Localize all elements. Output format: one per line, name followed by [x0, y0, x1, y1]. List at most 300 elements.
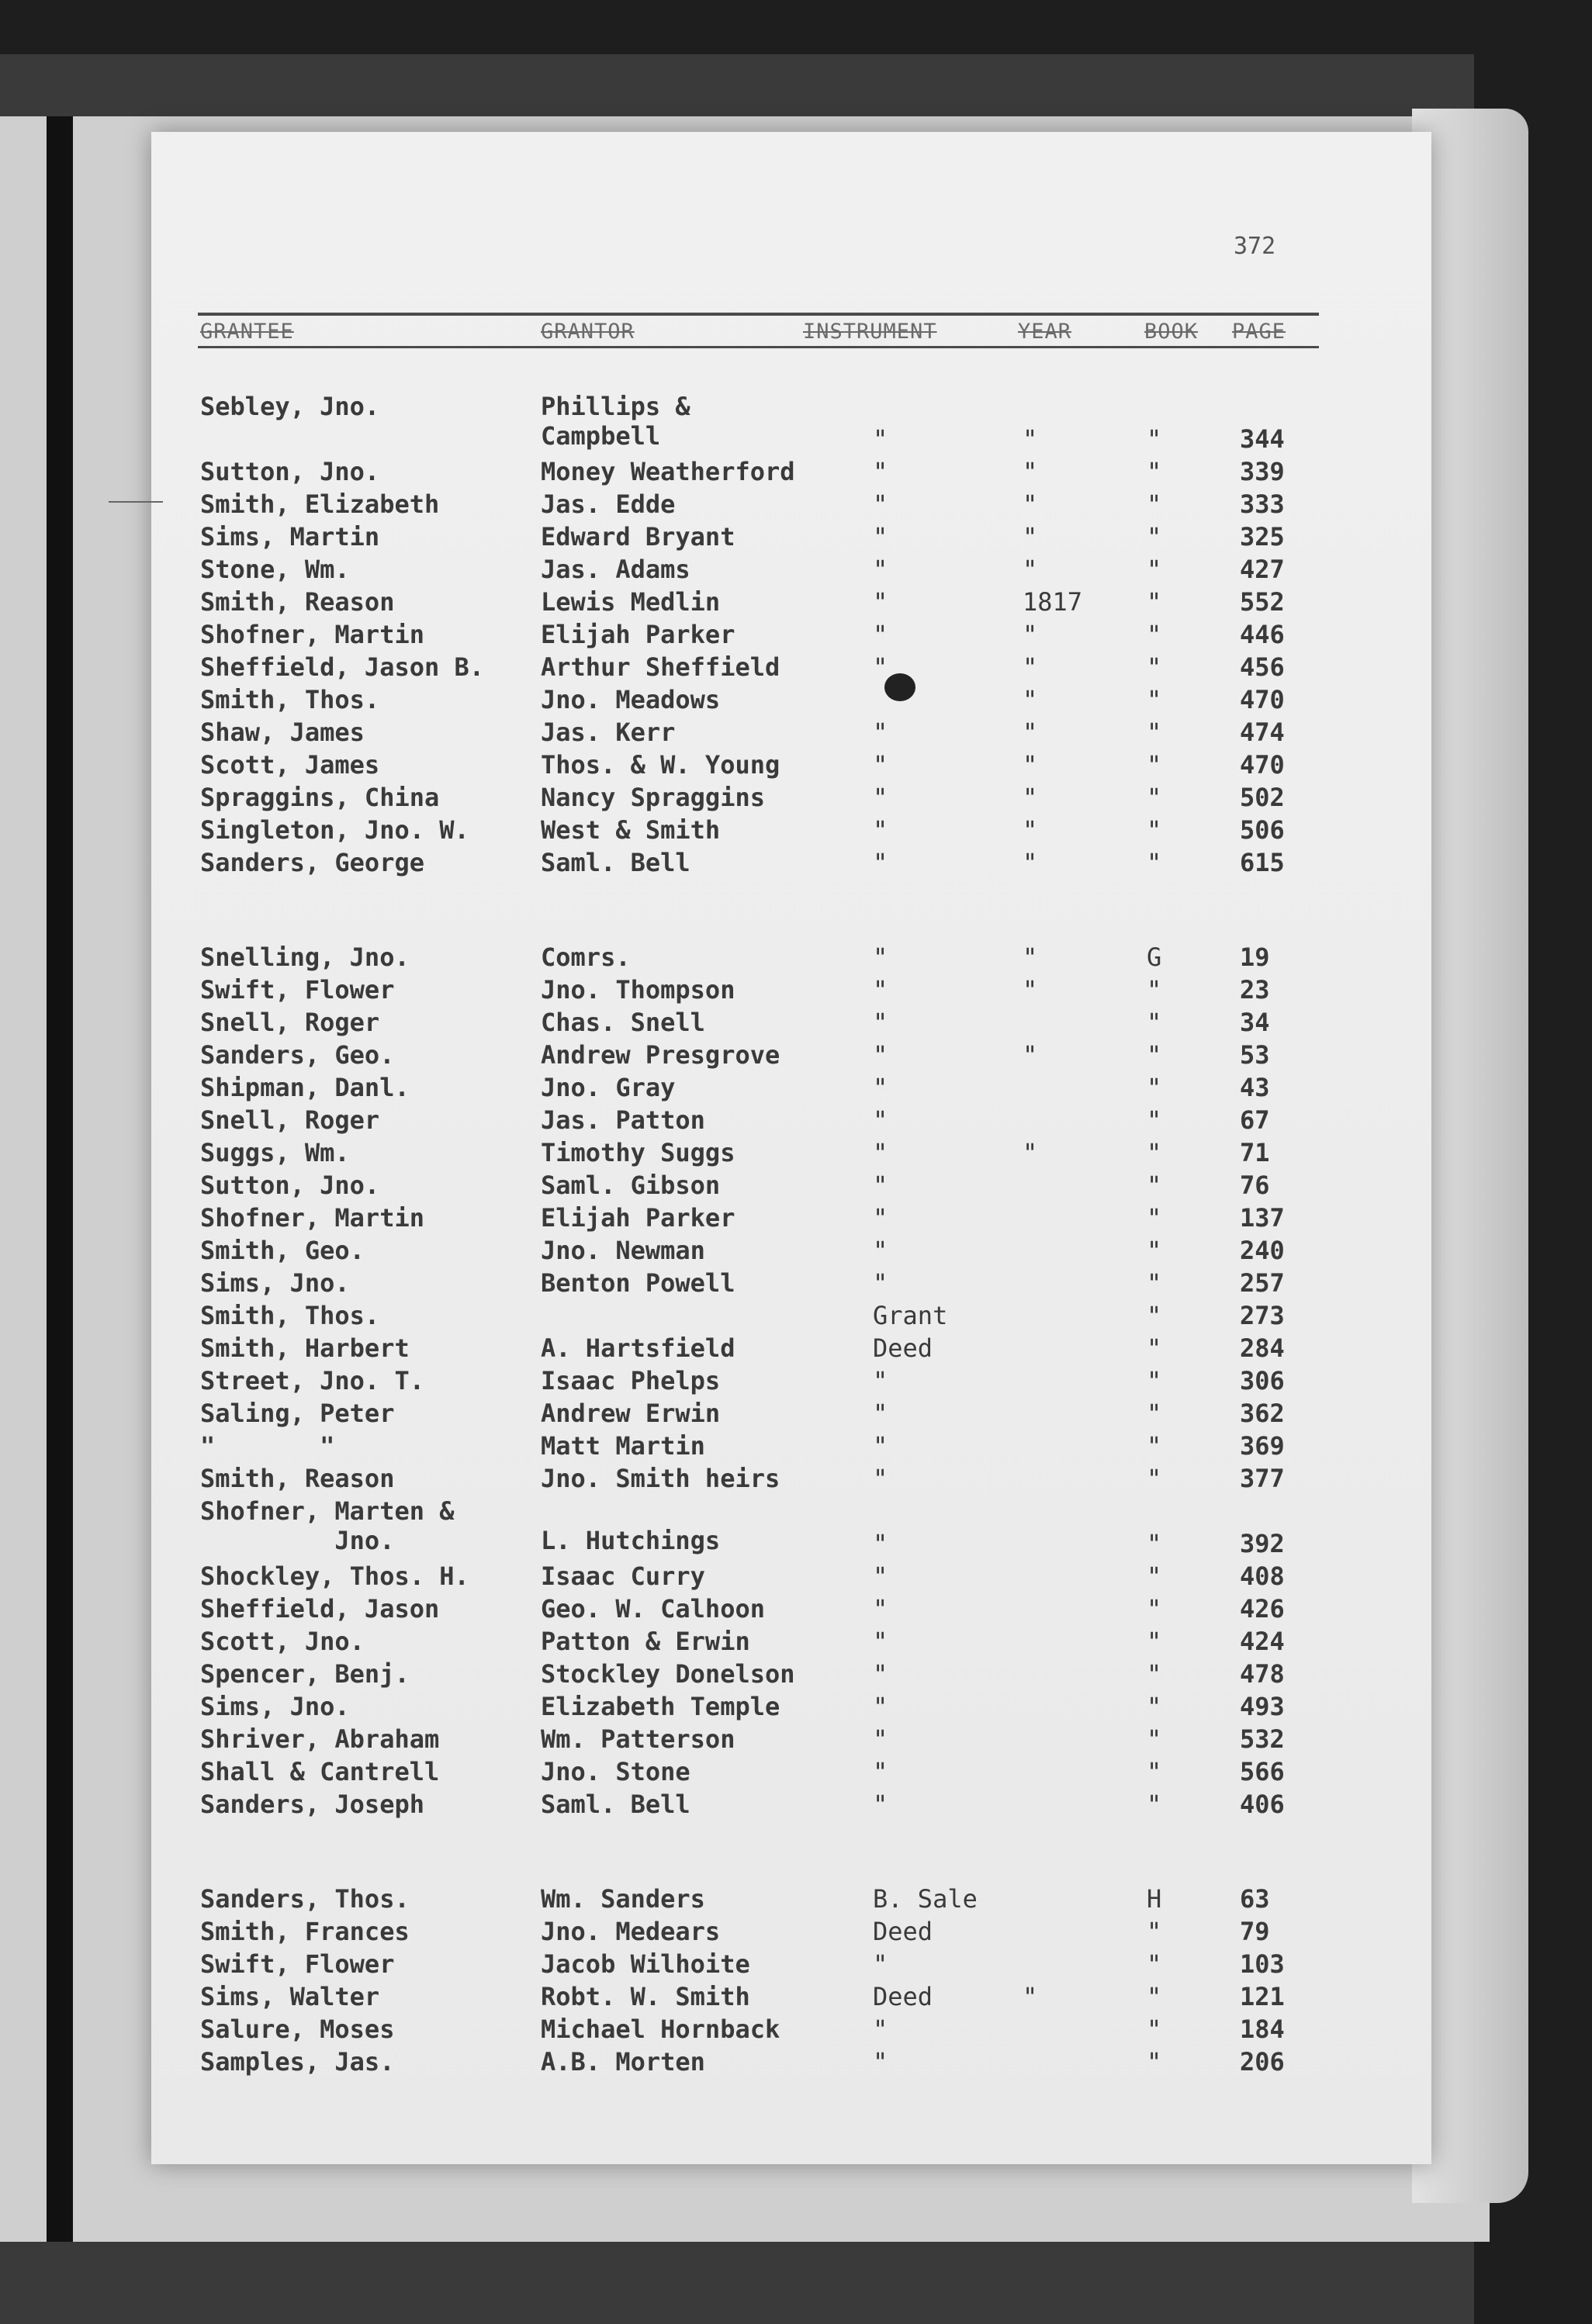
cell-year: " [1023, 815, 1038, 845]
cell-grantor: Elijah Parker [541, 1203, 735, 1233]
cell-page: 362 [1240, 1399, 1285, 1428]
cell-book: " [1147, 975, 1162, 1005]
cell-book: " [1147, 652, 1162, 682]
cell-grantor: Thos. & W. Young [541, 750, 780, 780]
ledger-entries [0, 392, 1592, 2080]
cell-grantor: Saml. Bell [541, 848, 690, 877]
column-header-grantor: GRANTOR [541, 320, 635, 344]
cell-page: 615 [1240, 848, 1285, 877]
cell-instrument: " [873, 1594, 888, 1624]
ledger-row [0, 942, 1592, 975]
cell-instrument: " [873, 1724, 888, 1754]
cell-book: " [1147, 1138, 1162, 1167]
ledger-row [0, 457, 1592, 489]
ledger-row [0, 848, 1592, 880]
cell-grantor: Chas. Snell [541, 1008, 705, 1037]
cell-instrument: Deed [873, 1333, 933, 1363]
cell-grantor: Saml. Gibson [541, 1171, 721, 1200]
column-header-instrument: INSTRUMENT [803, 320, 937, 344]
cell-page: 566 [1240, 1757, 1285, 1786]
cell-page: 392 [1240, 1529, 1285, 1558]
ledger-row [0, 783, 1592, 815]
cell-year: 1817 [1023, 587, 1083, 617]
cell-instrument: " [873, 1105, 888, 1135]
cell-year: " [1023, 942, 1038, 972]
cell-grantee: Singleton, Jno. W. [200, 815, 469, 845]
cell-page: 76 [1240, 1171, 1270, 1200]
group-spacer [0, 1822, 1592, 1884]
cell-grantor: Jno. Medears [541, 1917, 721, 1946]
cell-grantee: Sims, Martin [200, 522, 380, 552]
cell-instrument: " [873, 2047, 888, 2077]
cell-page: 344 [1240, 424, 1285, 454]
cell-grantee: Salure, Moses [200, 2014, 395, 2044]
ledger-row [0, 555, 1592, 587]
ink-blot [884, 673, 915, 701]
cell-book: " [1147, 750, 1162, 780]
cell-grantor: Comrs. [541, 942, 631, 972]
cell-year: " [1023, 555, 1038, 584]
cell-grantee: Stone, Wm. [200, 555, 350, 584]
cell-grantor: Arthur Sheffield [541, 652, 780, 682]
cell-book: " [1147, 1659, 1162, 1689]
cell-book: " [1147, 1561, 1162, 1591]
cell-grantor: Jno. Thompson [541, 975, 735, 1005]
cell-year: " [1023, 718, 1038, 747]
cell-grantee: Snell, Roger [200, 1105, 380, 1135]
ledger-row [0, 1301, 1592, 1333]
cell-book: " [1147, 489, 1162, 519]
cell-year: " [1023, 848, 1038, 877]
cell-page: 532 [1240, 1724, 1285, 1754]
cell-book: " [1147, 685, 1162, 714]
cell-grantor: Matt Martin [541, 1431, 705, 1461]
cell-page: 369 [1240, 1431, 1285, 1461]
cell-instrument: " [873, 555, 888, 584]
cell-instrument: " [873, 489, 888, 519]
ledger-row [0, 1236, 1592, 1268]
ledger-row [0, 1040, 1592, 1073]
cell-page: 257 [1240, 1268, 1285, 1298]
cell-book: " [1147, 848, 1162, 877]
cell-grantee: Snell, Roger [200, 1008, 380, 1037]
cell-grantor: Geo. W. Calhoon [541, 1594, 765, 1624]
cell-grantee: Samples, Jas. [200, 2047, 395, 2077]
cell-page: 43 [1240, 1073, 1270, 1102]
cell-page: 446 [1240, 620, 1285, 649]
cell-instrument: " [873, 522, 888, 552]
cell-page: 240 [1240, 1236, 1285, 1265]
cell-book: " [1147, 1040, 1162, 1070]
ledger-row [0, 1627, 1592, 1659]
cell-book: " [1147, 1203, 1162, 1233]
cell-book: " [1147, 522, 1162, 552]
cell-grantor: Wm. Patterson [541, 1724, 735, 1754]
cell-page: 137 [1240, 1203, 1285, 1233]
cell-grantee: Smith, Reason [200, 1464, 395, 1493]
cell-page: 67 [1240, 1105, 1270, 1135]
cell-page: 34 [1240, 1008, 1270, 1037]
cell-book: G [1147, 942, 1162, 972]
cell-book: " [1147, 815, 1162, 845]
ledger-row [0, 587, 1592, 620]
cell-instrument: " [873, 1268, 888, 1298]
cell-grantee: Sanders, George [200, 848, 424, 877]
cell-grantee: Shofner, Martin [200, 1203, 424, 1233]
ledger-row [0, 1659, 1592, 1692]
cell-grantor: Nancy Spraggins [541, 783, 765, 812]
cell-page: 502 [1240, 783, 1285, 812]
cell-book: " [1147, 1073, 1162, 1102]
cell-book: " [1147, 1366, 1162, 1395]
cell-book: " [1147, 1917, 1162, 1946]
group-spacer [0, 880, 1592, 942]
ledger-row [0, 1431, 1592, 1464]
column-header-grantee: GRANTEE [200, 320, 294, 344]
cell-grantor: Jas. Patton [541, 1105, 705, 1135]
cell-grantor: Jas. Edde [541, 489, 676, 519]
cell-grantor: Lewis Medlin [541, 587, 721, 617]
cell-book: " [1147, 1431, 1162, 1461]
cell-instrument: " [873, 1949, 888, 1979]
cell-grantee: Sutton, Jno. [200, 1171, 380, 1200]
cell-book: " [1147, 1333, 1162, 1363]
cell-instrument: " [873, 1040, 888, 1070]
ledger-row [0, 975, 1592, 1008]
cell-instrument: " [873, 1431, 888, 1461]
cell-grantee: Shockley, Thos. H. [200, 1561, 469, 1591]
cell-instrument: " [873, 1236, 888, 1265]
cell-grantor: Michael Hornback [541, 2014, 780, 2044]
cell-grantee: Shofner, Marten & Jno. [200, 1496, 455, 1555]
cell-book: " [1147, 2047, 1162, 2077]
cell-grantee: Sanders, Thos. [200, 1884, 410, 1914]
cell-book: " [1147, 1724, 1162, 1754]
cell-page: 19 [1240, 942, 1270, 972]
cell-book: " [1147, 1464, 1162, 1493]
cell-grantee: Sheffield, Jason [200, 1594, 440, 1624]
ledger-row [0, 489, 1592, 522]
cell-grantee: Sanders, Joseph [200, 1790, 424, 1819]
cell-grantor: A.B. Morten [541, 2047, 705, 2077]
cell-book: " [1147, 1982, 1162, 2011]
ledger-row [0, 1008, 1592, 1040]
cell-book: " [1147, 1105, 1162, 1135]
cell-instrument: " [873, 457, 888, 486]
cell-page: 325 [1240, 522, 1285, 552]
cell-grantor: Jno. Newman [541, 1236, 705, 1265]
cell-grantor: Isaac Phelps [541, 1366, 721, 1395]
cell-instrument: " [873, 1366, 888, 1395]
cell-instrument: B. Sale [873, 1884, 978, 1914]
cell-grantee: Sims, Jno. [200, 1692, 350, 1721]
ledger-row [0, 392, 1592, 457]
cell-year: " [1023, 685, 1038, 714]
cell-book: " [1147, 1268, 1162, 1298]
cell-grantor: Jno. Meadows [541, 685, 721, 714]
cell-instrument: " [873, 1073, 888, 1102]
ledger-row [0, 1692, 1592, 1724]
cell-grantee: Shriver, Abraham [200, 1724, 440, 1754]
cell-grantee: Snelling, Jno. [200, 942, 410, 972]
cell-year: " [1023, 1040, 1038, 1070]
cell-grantor: Jno. Smith heirs [541, 1464, 780, 1493]
cell-instrument: Grant [873, 1301, 948, 1330]
cell-page: 493 [1240, 1692, 1285, 1721]
cell-grantor: Jas. Adams [541, 555, 690, 584]
cell-grantee: Swift, Flower [200, 975, 395, 1005]
cell-book: " [1147, 457, 1162, 486]
cell-book: " [1147, 1627, 1162, 1656]
cell-page: 103 [1240, 1949, 1285, 1979]
cell-book: " [1147, 1529, 1162, 1558]
cell-page: 470 [1240, 750, 1285, 780]
cell-grantee: Smith, Harbert [200, 1333, 410, 1363]
cell-grantee: Sims, Walter [200, 1982, 380, 2011]
cell-grantee: Saling, Peter [200, 1399, 395, 1428]
cell-page: 71 [1240, 1138, 1270, 1167]
header-rule-top [198, 313, 1319, 316]
ledger-row [0, 1917, 1592, 1949]
cell-grantor: Isaac Curry [541, 1561, 705, 1591]
ledger-row [0, 1105, 1592, 1138]
cell-page: 456 [1240, 652, 1285, 682]
cell-grantor: Elijah Parker [541, 620, 735, 649]
cell-instrument: " [873, 750, 888, 780]
cell-book: " [1147, 1301, 1162, 1330]
cell-grantee: Spraggins, China [200, 783, 440, 812]
cell-page: 427 [1240, 555, 1285, 584]
cell-page: 474 [1240, 718, 1285, 747]
ledger-row [0, 750, 1592, 783]
cell-book: H [1147, 1884, 1162, 1914]
cell-grantor: Elizabeth Temple [541, 1692, 780, 1721]
ledger-row [0, 522, 1592, 555]
cell-year: " [1023, 1982, 1038, 2011]
cell-page: 552 [1240, 587, 1285, 617]
cell-page: 478 [1240, 1659, 1285, 1689]
cell-instrument: " [873, 1171, 888, 1200]
cell-grantee: Shall & Cantrell [200, 1757, 440, 1786]
cell-page: 306 [1240, 1366, 1285, 1395]
ledger-row [0, 1982, 1592, 2014]
ledger-row [0, 1333, 1592, 1366]
ledger-row [0, 718, 1592, 750]
cell-grantee: Scott, Jno. [200, 1627, 365, 1656]
cell-instrument: " [873, 1399, 888, 1428]
cell-instrument: " [873, 1692, 888, 1721]
cell-instrument: " [873, 1659, 888, 1689]
cell-instrument: " [873, 718, 888, 747]
cell-grantor: Jno. Stone [541, 1757, 690, 1786]
cell-page: 184 [1240, 2014, 1285, 2044]
ledger-row [0, 685, 1592, 718]
column-header-year: YEAR [1018, 320, 1072, 344]
cell-grantor: Saml. Bell [541, 1790, 690, 1819]
cell-grantee: Sebley, Jno. [200, 392, 380, 421]
cell-book: " [1147, 555, 1162, 584]
ledger-row [0, 1464, 1592, 1496]
cell-book: " [1147, 2014, 1162, 2044]
ledger-row [0, 1366, 1592, 1399]
cell-grantor: Money Weatherford [541, 457, 795, 486]
cell-page: 426 [1240, 1594, 1285, 1624]
ledger-row [0, 1561, 1592, 1594]
cell-grantor: Patton & Erwin [541, 1627, 750, 1656]
cell-grantee: Shipman, Danl. [200, 1073, 410, 1102]
cell-page: 63 [1240, 1884, 1270, 1914]
cell-instrument: " [873, 942, 888, 972]
cell-grantor: Jno. Gray [541, 1073, 676, 1102]
cell-instrument: " [873, 424, 888, 454]
cell-year: " [1023, 522, 1038, 552]
cell-book: " [1147, 1949, 1162, 1979]
cell-instrument: " [873, 975, 888, 1005]
cell-instrument: " [873, 1008, 888, 1037]
cell-grantor: Phillips & Campbell [541, 392, 690, 451]
cell-instrument: " [873, 587, 888, 617]
cell-grantee: Street, Jno. T. [200, 1366, 424, 1395]
ledger-row [0, 1138, 1592, 1171]
cell-grantee: " " [200, 1431, 335, 1461]
cell-grantor: Timothy Suggs [541, 1138, 735, 1167]
cell-page: 406 [1240, 1790, 1285, 1819]
cell-book: " [1147, 1692, 1162, 1721]
ledger-row [0, 652, 1592, 685]
ledger-row [0, 1203, 1592, 1236]
cell-book: " [1147, 1790, 1162, 1819]
cell-grantee: Sheffield, Jason B. [200, 652, 485, 682]
cell-grantor: Jacob Wilhoite [541, 1949, 750, 1979]
ledger-row [0, 1757, 1592, 1790]
cell-grantor: Edward Bryant [541, 522, 735, 552]
cell-grantee: Shofner, Martin [200, 620, 424, 649]
ledger-row [0, 2047, 1592, 2080]
cell-book: " [1147, 1757, 1162, 1786]
ledger-row [0, 1949, 1592, 1982]
cell-book: " [1147, 424, 1162, 454]
cell-grantor: Benton Powell [541, 1268, 735, 1298]
cell-grantee: Smith, Elizabeth [200, 489, 440, 519]
ledger-row [0, 1594, 1592, 1627]
cell-year: " [1023, 652, 1038, 682]
cell-year: " [1023, 750, 1038, 780]
cell-page: 273 [1240, 1301, 1285, 1330]
cell-page: 408 [1240, 1561, 1285, 1591]
cell-instrument: " [873, 1790, 888, 1819]
cell-page: 470 [1240, 685, 1285, 714]
cell-grantee: Shaw, James [200, 718, 365, 747]
ledger-row [0, 620, 1592, 652]
cell-grantor: Jas. Kerr [541, 718, 676, 747]
cell-grantee: Smith, Frances [200, 1917, 410, 1946]
ledger-row [0, 815, 1592, 848]
column-header-page: PAGE [1232, 320, 1286, 344]
cell-page: 506 [1240, 815, 1285, 845]
cell-book: " [1147, 1594, 1162, 1624]
ledger-row [0, 1724, 1592, 1757]
cell-grantee: Smith, Thos. [200, 1301, 380, 1330]
cell-instrument: " [873, 848, 888, 877]
ledger-row [0, 1790, 1592, 1822]
cell-page: 206 [1240, 2047, 1285, 2077]
cell-year: " [1023, 424, 1038, 454]
cell-page: 377 [1240, 1464, 1285, 1493]
cell-grantor: A. Hartsfield [541, 1333, 735, 1363]
ledger-row [0, 1268, 1592, 1301]
cell-grantee: Sanders, Geo. [200, 1040, 395, 1070]
cell-book: " [1147, 1236, 1162, 1265]
cell-year: " [1023, 783, 1038, 812]
cell-year: " [1023, 620, 1038, 649]
cell-grantee: Scott, James [200, 750, 380, 780]
cell-book: " [1147, 718, 1162, 747]
cell-book: " [1147, 1008, 1162, 1037]
cell-page: 284 [1240, 1333, 1285, 1363]
cell-instrument: " [873, 620, 888, 649]
cell-book: " [1147, 1399, 1162, 1428]
column-header-book: BOOK [1144, 320, 1199, 344]
ledger-row [0, 1171, 1592, 1203]
cell-instrument: " [873, 652, 888, 682]
cell-book: " [1147, 1171, 1162, 1200]
cell-instrument: Deed [873, 1982, 933, 2011]
cell-grantor: L. Hutchings [541, 1526, 721, 1555]
cell-grantee: Sims, Jno. [200, 1268, 350, 1298]
cell-grantee: Smith, Geo. [200, 1236, 365, 1265]
page-number: 372 [1234, 233, 1276, 260]
cell-book: " [1147, 620, 1162, 649]
cell-instrument: " [873, 1561, 888, 1591]
cell-grantor: Andrew Presgrove [541, 1040, 780, 1070]
header-rule-bottom [198, 346, 1319, 348]
cell-grantor: Wm. Sanders [541, 1884, 705, 1914]
cell-page: 53 [1240, 1040, 1270, 1070]
cell-instrument: " [873, 1627, 888, 1656]
cell-page: 424 [1240, 1627, 1285, 1656]
cell-instrument: " [873, 1757, 888, 1786]
cell-instrument: " [873, 815, 888, 845]
cell-grantor: West & Smith [541, 815, 721, 845]
cell-year: " [1023, 975, 1038, 1005]
cell-instrument: " [873, 1203, 888, 1233]
cell-instrument: " [873, 1138, 888, 1167]
cell-instrument: " [873, 2014, 888, 2044]
cell-grantee: Smith, Reason [200, 587, 395, 617]
cell-grantor: Andrew Erwin [541, 1399, 721, 1428]
cell-instrument: " [873, 1464, 888, 1493]
cell-grantor: Robt. W. Smith [541, 1982, 750, 2011]
cell-grantee: Suggs, Wm. [200, 1138, 350, 1167]
ledger-row [0, 2014, 1592, 2047]
cell-instrument: " [873, 1529, 888, 1558]
cell-book: " [1147, 587, 1162, 617]
cell-page: 333 [1240, 489, 1285, 519]
cell-page: 339 [1240, 457, 1285, 486]
cell-year: " [1023, 489, 1038, 519]
ledger-row [0, 1073, 1592, 1105]
ledger-row [0, 1884, 1592, 1917]
cell-grantee: Sutton, Jno. [200, 457, 380, 486]
cell-instrument: Deed [873, 1917, 933, 1946]
cell-instrument: " [873, 783, 888, 812]
cell-page: 79 [1240, 1917, 1270, 1946]
cell-grantee: Smith, Thos. [200, 685, 380, 714]
ledger-row [0, 1399, 1592, 1431]
cell-page: 121 [1240, 1982, 1285, 2011]
cell-grantor: Stockley Donelson [541, 1659, 795, 1689]
cell-year: " [1023, 457, 1038, 486]
